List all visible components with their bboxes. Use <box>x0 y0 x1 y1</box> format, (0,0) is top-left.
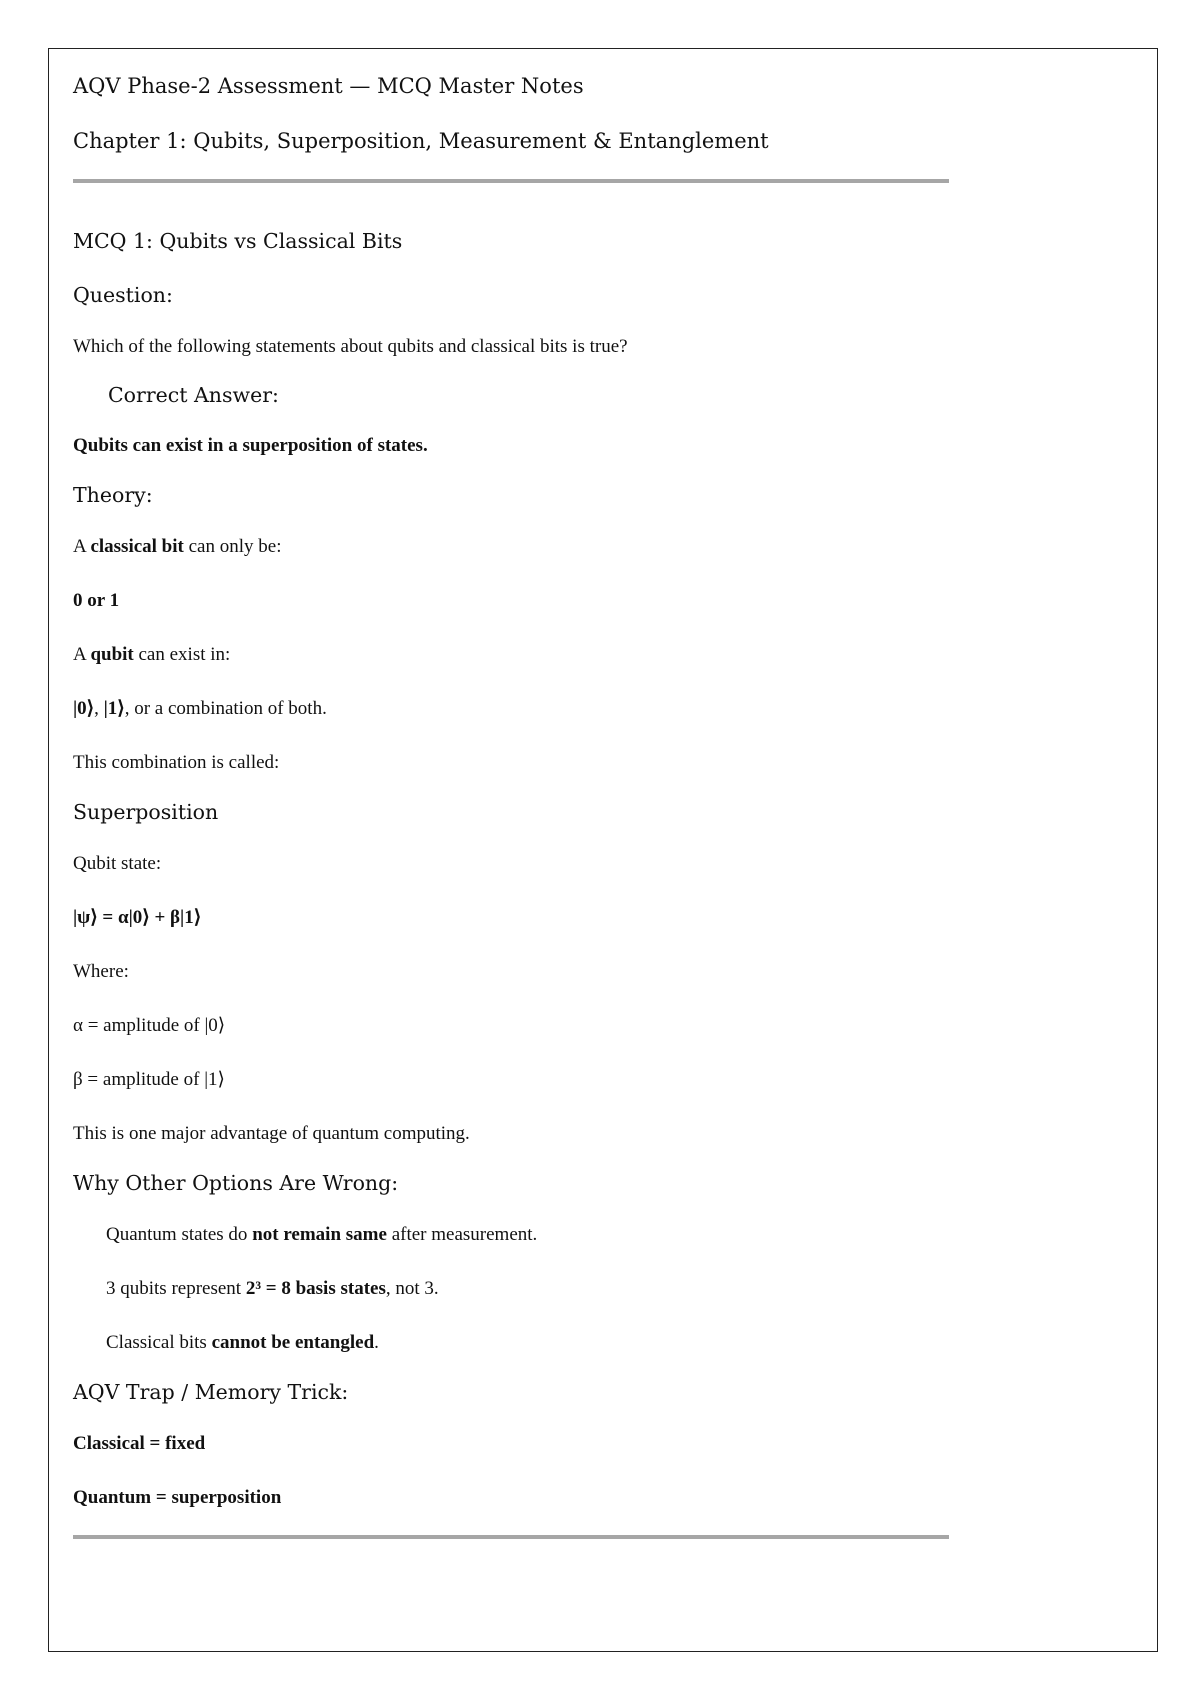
trap-line-classical: Classical = fixed <box>73 1433 206 1454</box>
chapter-title: Chapter 1: Qubits, Superposition, Measurement & Entanglement <box>73 129 769 153</box>
classical-bit-line: A classical bit can only be: <box>73 536 282 557</box>
document-content <box>73 72 1133 1539</box>
answer-heading: Correct Answer: <box>108 383 279 407</box>
wrong-options-heading: Why Other Options Are Wrong: <box>73 1171 399 1195</box>
qubit-state-label: Qubit state: <box>73 853 162 874</box>
wrong-option-measurement: Quantum states do not remain same after measurement. <box>106 1224 538 1245</box>
where-label: Where: <box>73 961 129 982</box>
trap-line-quantum: Quantum = superposition <box>73 1487 282 1508</box>
wrong-option-entanglement: Classical bits cannot be entangled. <box>106 1332 379 1353</box>
top-divider <box>73 179 949 183</box>
advantage-line: This is one major advantage of quantum computing. <box>73 1123 470 1144</box>
combination-line: This combination is called: <box>73 752 280 773</box>
qubit-state-formula: |ψ⟩ = α|0⟩ + β|1⟩ <box>73 907 202 928</box>
wrong-option-basis-states: 3 qubits represent 2³ = 8 basis states, not 3. <box>106 1278 439 1299</box>
answer-text: Qubits can exist in a superposition of states. <box>73 435 428 456</box>
theory-heading: Theory: <box>73 483 153 507</box>
bottom-divider <box>73 1535 949 1539</box>
qubit-states-line: |0⟩, |1⟩, or a combination of both. <box>73 698 327 719</box>
superposition-heading: Superposition <box>73 800 219 824</box>
question-text: Which of the following statements about qubits and classical bits is true? <box>73 336 628 357</box>
beta-definition: β = amplitude of |1⟩ <box>73 1069 225 1090</box>
alpha-definition: α = amplitude of |0⟩ <box>73 1015 226 1036</box>
classical-values: 0 or 1 <box>73 590 120 611</box>
question-heading: Question: <box>73 283 173 307</box>
document-title: AQV Phase-2 Assessment — MCQ Master Notes <box>73 74 584 98</box>
trap-heading: AQV Trap / Memory Trick: <box>73 1380 349 1404</box>
mcq-heading: MCQ 1: Qubits vs Classical Bits <box>73 229 403 253</box>
qubit-line: A qubit can exist in: <box>73 644 231 665</box>
